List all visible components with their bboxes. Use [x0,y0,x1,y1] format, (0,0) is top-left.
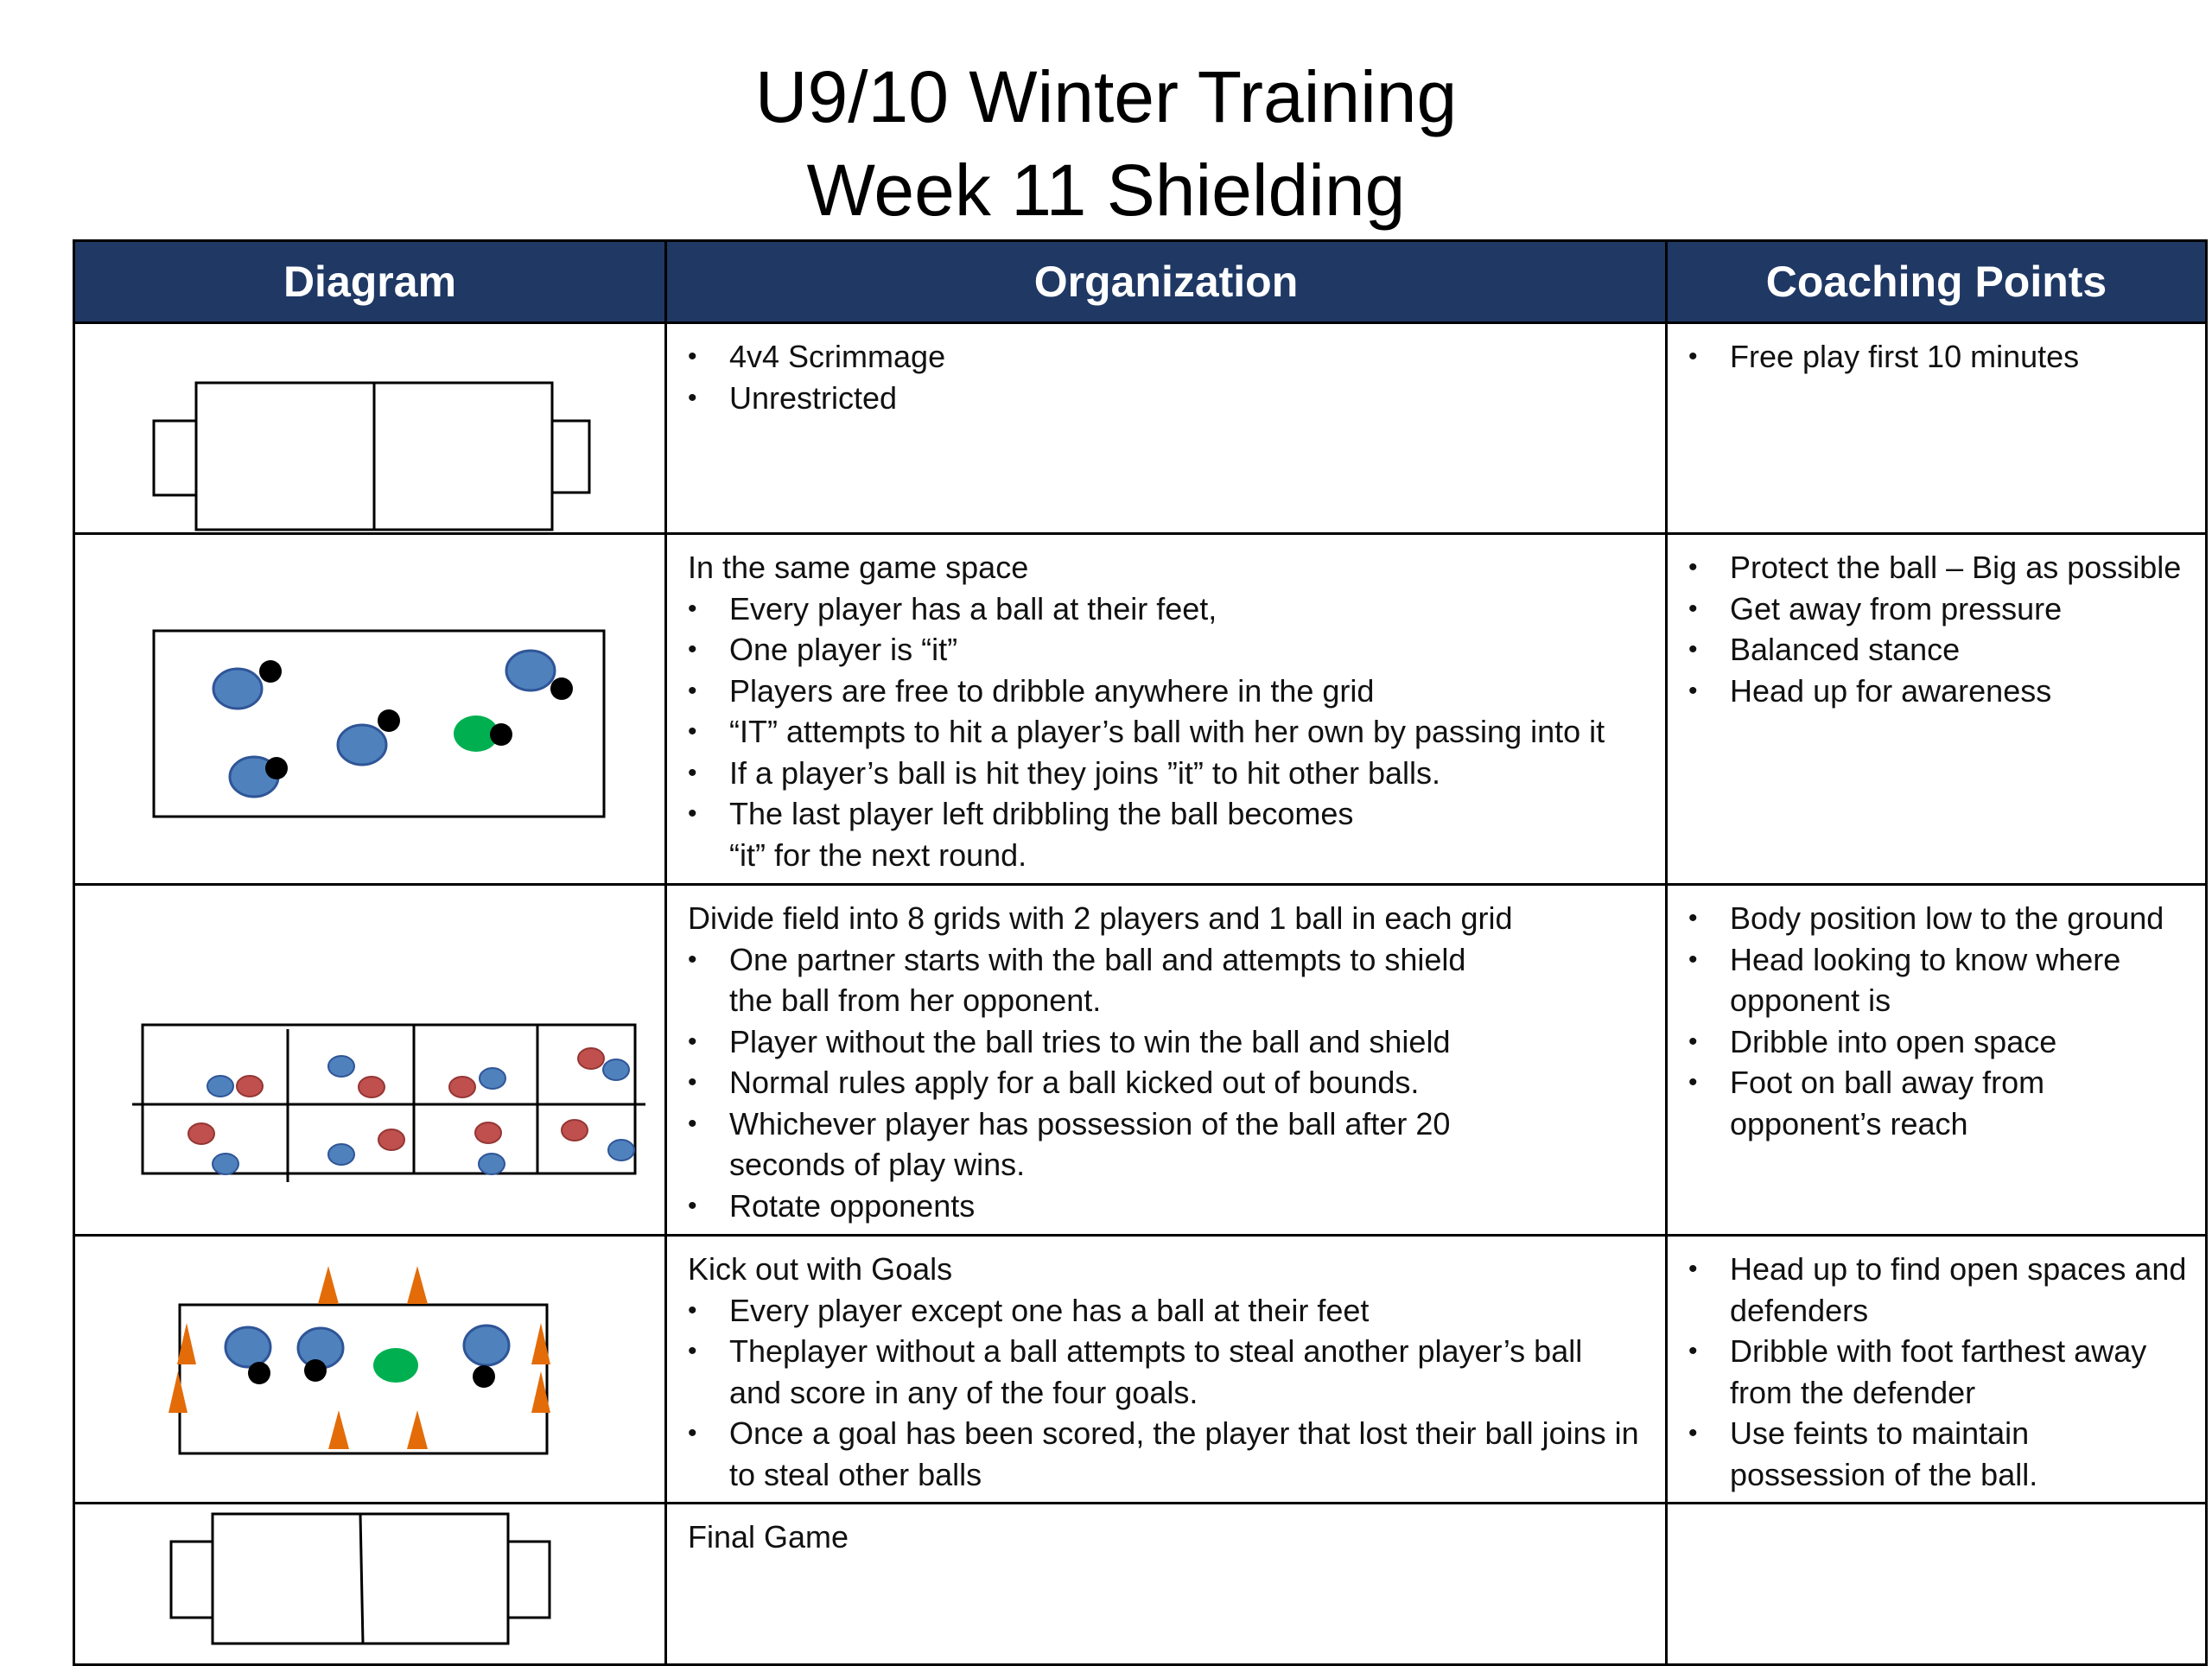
list-item: • One player is “it” [688,629,1648,671]
organization-cell [666,885,1667,1236]
list-item: • Every player has a ball at their feet, [688,588,1648,630]
player-defender-green [373,1348,418,1383]
player-blue [338,725,386,765]
goal-left [154,421,196,495]
eight-grids-diagram [75,886,667,1234]
cone-icon [407,1266,428,1304]
diagram-cell [74,534,666,885]
header-coaching-points: Coaching Points [1667,241,2207,323]
player-red [378,1129,404,1150]
goal-right [508,1542,550,1618]
player-blue [328,1144,354,1165]
list-item: • Body position low to the ground [1688,898,2188,939]
table-row [74,885,2207,1236]
list-item: • Head up for awareness [1688,671,2188,712]
list-item: • Theplayer without a ball attempts to steal another player’s ball and score in any of the four goals. [688,1331,1611,1413]
player-blue [213,669,262,709]
ball [550,677,573,700]
list-item: • Foot on ball away from opponent’s reach [1688,1062,2119,1144]
coaching-points-cell [1667,1236,2207,1504]
grid-outline [143,1025,635,1173]
player-red [475,1122,501,1143]
table-row [74,534,2207,885]
players [213,651,573,797]
coaching-points-cell [1667,534,2207,885]
coaching-points-list [1688,336,2188,378]
list-item: • Whichever player has possession of the ball after 20 seconds of play wins. [688,1103,1490,1186]
ball [248,1362,270,1384]
list-item: • Normal rules apply for a ball kicked out of bounds. [688,1062,1648,1103]
coaching-points-cell [1667,1504,2207,1665]
player-blue [213,1154,238,1174]
list-item: • “IT” attempts to hit a player’s ball with her own by passing into it [688,711,1648,753]
player-red [562,1120,588,1141]
list-item: • Once a goal has been scored, the player that lost their ball joins in to steal other balls [688,1413,1671,1495]
list-item: • 4v4 Scrimmage [688,336,1648,378]
list-item: • Players are free to dribble anywhere in the grid [688,671,1648,712]
players [226,1326,509,1388]
list-item: • Protect the ball – Big as possible [1688,547,2188,588]
player-blue [226,1327,270,1367]
coaching-points-list [1688,1249,2188,1495]
ball [265,757,288,779]
table-row [74,1236,2207,1504]
player-blue [479,1154,505,1174]
player-blue [608,1140,634,1160]
ball [378,709,400,732]
goal-left [171,1542,213,1618]
list-item: • One partner starts with the ball and attempts to shield the ball from her opponent. [688,939,1507,1021]
list-item: • Every player except one has a ball at their feet [688,1290,1648,1332]
field-diagram [75,1504,667,1663]
organization-cell [666,1236,1667,1504]
organization-cell [666,534,1667,885]
diagram-cell [74,1504,666,1665]
organization-list [688,1290,1648,1496]
player-red [359,1077,385,1097]
coaching-points-cell [1667,323,2207,534]
organization-list [688,588,1648,876]
list-item: • Use feints to maintain possession of the ball. [1688,1413,2188,1495]
header-organization: Organization [666,241,1667,323]
list-item: • Rotate opponents [688,1186,1648,1227]
list-item: • Unrestricted [688,378,1648,419]
organization-intro: Kick out with Goals [688,1251,953,1287]
cone-icon [328,1410,349,1449]
list-item: • Dribble with foot farthest away from the defender [1688,1331,2188,1413]
coaching-points-list [1688,547,2188,711]
list-item: • The last player left dribbling the ball becomes “it” for the next round. [688,793,1369,875]
title-line-1: U9/10 Winter Training [754,56,1458,137]
session-plan-table [73,239,2208,1666]
coaching-points-cell [1667,885,2207,1236]
player-red [188,1123,214,1144]
ball [304,1359,327,1382]
player-red [449,1077,475,1097]
diagram-cell [74,885,666,1236]
cone-icon [407,1410,428,1449]
player-blue [603,1059,629,1080]
diagram-cell [74,323,666,534]
list-item: • Balanced stance [1688,629,2188,671]
header-row [74,241,2207,323]
ball [490,723,512,746]
title-line-2: Week 11 Shielding [806,149,1406,231]
player-blue [207,1076,233,1097]
tag-grid-diagram [75,535,667,883]
organization-list [688,939,1648,1227]
list-item: • Head looking to know where opponent is [1688,939,2162,1021]
list-item: • Dribble into open space [1688,1021,2188,1063]
organization-cell [666,323,1667,534]
list-item: • Player without the ball tries to win the ball and shield [688,1021,1648,1063]
ball [473,1365,495,1388]
cone-icon [168,1371,188,1413]
list-item: • Head up to find open spaces and defenders [1688,1249,2188,1331]
table-row [74,1504,2207,1665]
goal-right [552,421,589,493]
header-diagram: Diagram [74,241,666,323]
organization-intro: Final Game [688,1519,849,1555]
player-red [578,1048,604,1069]
organization-intro: In the same game space [688,550,1029,585]
kick-out-goals-diagram [75,1237,667,1502]
organization-list [688,336,1648,418]
halfway-line [360,1514,363,1644]
player-blue [506,651,555,690]
ball [259,660,282,683]
player-blue [328,1056,354,1077]
player-blue [480,1068,505,1089]
cone-icon [318,1266,339,1304]
page-title [0,50,2212,237]
player-red [237,1076,263,1097]
organization-cell [666,1504,1667,1665]
player-blue [464,1326,509,1365]
players [188,1048,634,1174]
list-item: • If a player’s ball is hit they joins ”it” to hit other balls. [688,753,1648,794]
coaching-points-list [1688,898,2188,1144]
table-row [74,323,2207,534]
field-diagram [75,324,667,532]
organization-intro: Divide field into 8 grids with 2 players and 1 ball in each grid [688,900,1513,936]
list-item: • Free play first 10 minutes [1688,336,2188,378]
diagram-cell [74,1236,666,1504]
list-item: • Get away from pressure [1688,588,2188,630]
